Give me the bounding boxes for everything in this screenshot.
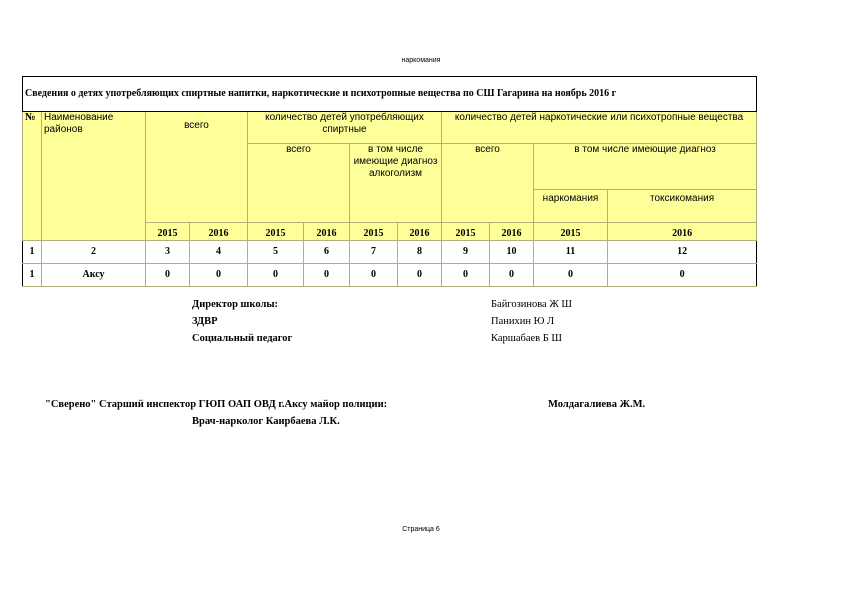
- header-year-9: 2015: [534, 223, 608, 241]
- header-num: №: [23, 112, 42, 241]
- col-number-12: 12: [608, 241, 757, 264]
- header-toxicomania: токсикомания: [608, 190, 757, 223]
- header-district: Наименование районов: [42, 112, 146, 241]
- table-cell: 0: [608, 264, 757, 287]
- director-name: Байгозинова Ж Ш: [491, 299, 572, 310]
- table-cell: 0: [398, 264, 442, 287]
- header-narcomania: наркомания: [534, 190, 608, 223]
- table-title: Сведения о детях употребляющих спиртные напитки, наркотические и психотропные вещества по СШ Гагарина на ноябрь 2016 г: [23, 77, 757, 112]
- header-year-4: 2016: [304, 223, 350, 241]
- header-year-7: 2015: [442, 223, 490, 241]
- col-number-10: 10: [490, 241, 534, 264]
- header-drug-total: всего: [442, 144, 534, 223]
- col-number-7: 7: [350, 241, 398, 264]
- table-cell: 0: [190, 264, 248, 287]
- col-number-2: 2: [42, 241, 146, 264]
- table-cell: 0: [350, 264, 398, 287]
- page-header: наркомания: [401, 57, 441, 64]
- table-cell: 0: [248, 264, 304, 287]
- col-number-6: 6: [304, 241, 350, 264]
- social-name: Каршабаев Б Ш: [491, 333, 563, 344]
- header-alcohol-total: всего: [248, 144, 350, 223]
- table-cell: 0: [534, 264, 608, 287]
- header-alcohol-group: количество детей употребляющих спиртные: [248, 112, 442, 144]
- doctor-label: Врач-нарколог Каирбаева Л.К.: [192, 416, 340, 427]
- col-number-9: 9: [442, 241, 490, 264]
- table-cell: 0: [490, 264, 534, 287]
- header-drug-group: количество детей наркотические или психотропные вещества: [442, 112, 757, 144]
- header-drug-diag: в том числе имеющие диагноз: [534, 144, 757, 190]
- header-year-6: 2016: [398, 223, 442, 241]
- table-row: [23, 264, 757, 287]
- table-cell: 0: [304, 264, 350, 287]
- col-number-8: 8: [398, 241, 442, 264]
- col-number-3: 3: [146, 241, 190, 264]
- table-cell: 0: [442, 264, 490, 287]
- col-number-11: 11: [534, 241, 608, 264]
- social-label: Социальный педагог: [192, 333, 293, 344]
- header-year-8: 2016: [490, 223, 534, 241]
- header-total: всего: [146, 112, 248, 223]
- table-cell: Аксу: [42, 264, 146, 287]
- director-label: Директор школы:: [192, 299, 279, 310]
- header-year-3: 2015: [248, 223, 304, 241]
- col-number-4: 4: [190, 241, 248, 264]
- header-year-10: 2016: [608, 223, 757, 241]
- verified-label: "Сверено" Старший инспектор ГЮП ОАП ОВД г.Аксу майор полиции:: [45, 399, 388, 410]
- col-number-5: 5: [248, 241, 304, 264]
- zdvr-label: ЗДВР: [192, 316, 218, 327]
- header-year-1: 2015: [146, 223, 190, 241]
- header-year-2: 2016: [190, 223, 248, 241]
- verified-name: Молдагалиева Ж.М.: [548, 399, 646, 410]
- zdvr-name: Панихин Ю Л: [491, 316, 555, 327]
- report-table: [22, 76, 757, 287]
- table-cell: 0: [146, 264, 190, 287]
- header-alcohol-diag: в том числе имеющие диагноз алкоголизм: [350, 144, 442, 223]
- table-cell: 1: [23, 264, 42, 287]
- col-number-1: 1: [23, 241, 42, 264]
- header-year-5: 2015: [350, 223, 398, 241]
- page-footer: Страница 6: [402, 526, 440, 533]
